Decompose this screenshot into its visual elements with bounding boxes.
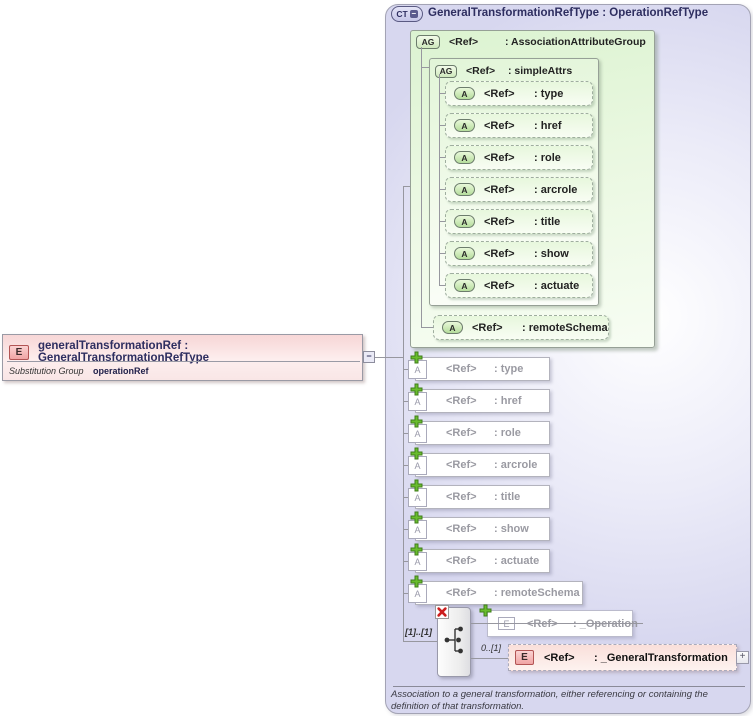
attribute-row-type[interactable] (445, 81, 593, 106)
attribute-row-actuate[interactable] (445, 273, 593, 298)
collapse-icon[interactable]: − (411, 9, 416, 18)
attribute-name: : actuate (494, 555, 540, 567)
attribute-name: : arcrole (534, 183, 578, 196)
connector-line (403, 641, 437, 642)
substitution-group-label: Substitution Group (9, 366, 84, 376)
add-icon (479, 604, 492, 617)
attribute-row-show[interactable] (415, 517, 550, 541)
attribute-icon: A (408, 520, 427, 539)
attribute-row-role[interactable] (415, 421, 550, 445)
attribute-icon: A (454, 183, 475, 196)
attribute-row-remoteschema[interactable] (415, 581, 583, 605)
collapse-toggle[interactable]: − (363, 351, 375, 363)
ref-label: <Ref> (446, 491, 477, 503)
divider (7, 361, 360, 362)
attribute-name: : type (494, 363, 524, 375)
attribute-icon: A (454, 151, 475, 164)
attribute-row-href[interactable] (415, 389, 550, 413)
ref-label: <Ref> (446, 555, 477, 567)
add-icon (410, 543, 423, 556)
element-icon: E (498, 617, 515, 630)
attribute-name: : show (494, 523, 529, 535)
add-icon (410, 575, 423, 588)
attribute-row-show[interactable] (445, 241, 593, 266)
attribute-name: : remoteSchema (494, 587, 580, 599)
attribute-row-actuate[interactable] (415, 549, 550, 573)
annotation-text: Association to a general transformation, either referencing or containing the definition of that transformation. (391, 689, 708, 712)
attribute-icon: A (408, 552, 427, 571)
ref-label: <Ref> (484, 183, 515, 196)
complex-type-title: GeneralTransformationRefType : OperationRefType (428, 7, 709, 19)
ref-label: <Ref> (449, 36, 479, 48)
attribute-name: : title (494, 491, 521, 503)
attribute-name: : show (534, 247, 569, 260)
attribute-name: : role (494, 427, 521, 439)
cardinality-label: 0..[1] (481, 643, 502, 653)
attribute-icon: A (408, 488, 427, 507)
attribute-icon: A (408, 456, 427, 475)
attribute-icon: A (408, 360, 427, 379)
connector-line (471, 658, 508, 659)
ref-label: <Ref> (446, 395, 477, 407)
add-icon (410, 511, 423, 524)
attribute-group-box[interactable] (410, 30, 655, 348)
ref-label: <Ref> (446, 459, 477, 471)
add-icon (410, 351, 423, 364)
blocked-strike-line (471, 623, 643, 624)
ref-label: <Ref> (446, 363, 477, 375)
attribute-name: : remoteSchema (522, 321, 608, 334)
simple-attrs-box[interactable] (429, 58, 599, 306)
blocked-icon (435, 605, 449, 619)
substitution-group-value[interactable]: operationRef (93, 366, 149, 376)
element-icon: E (515, 650, 534, 665)
complex-type-badge-label: CT (396, 9, 408, 19)
connector-trunk (439, 74, 440, 286)
connector-line (375, 357, 404, 358)
ref-label: <Ref> (484, 215, 515, 228)
ref-label: <Ref> (484, 151, 515, 164)
attribute-icon: A (442, 321, 463, 334)
element-box[interactable] (2, 334, 363, 381)
ref-label: <Ref> (446, 523, 477, 535)
add-icon (410, 383, 423, 396)
attribute-row-href[interactable] (445, 113, 593, 138)
add-icon (410, 479, 423, 492)
attribute-group-icon: AG (416, 35, 440, 49)
ref-label: <Ref> (544, 651, 575, 664)
ref-label: <Ref> (484, 119, 515, 132)
simple-attrs-header (435, 63, 572, 79)
attribute-icon: A (408, 584, 427, 603)
ref-label: <Ref> (527, 617, 558, 630)
attribute-icon: A (454, 119, 475, 132)
attribute-group-name: : AssociationAttributeGroup (505, 36, 646, 48)
attribute-icon: A (454, 279, 475, 292)
attribute-row-remoteschema[interactable] (433, 315, 609, 340)
attribute-row-arcrole[interactable] (445, 177, 593, 202)
add-icon (410, 447, 423, 460)
simple-attrs-name: : simpleAttrs (508, 65, 573, 77)
attribute-group-icon: AG (435, 65, 457, 78)
ref-label: <Ref> (484, 279, 515, 292)
connector-trunk (403, 186, 404, 641)
connector-line (421, 67, 429, 68)
attribute-row-arcrole[interactable] (415, 453, 550, 477)
attribute-name: : actuate (534, 279, 580, 292)
ref-label: <Ref> (472, 321, 503, 334)
ref-label: <Ref> (446, 427, 477, 439)
element-row-generaltransformation[interactable] (508, 644, 746, 671)
attribute-icon: A (408, 392, 427, 411)
attribute-row-role[interactable] (445, 145, 593, 170)
cardinality-label: [1]..[1] (405, 627, 432, 637)
attribute-name: : title (534, 215, 561, 228)
attribute-icon: A (454, 87, 475, 100)
complex-type-badge[interactable] (391, 6, 423, 22)
attribute-icon: A (454, 247, 475, 260)
annotation-divider (393, 686, 745, 687)
attribute-name: : href (494, 395, 522, 407)
choice-compositor[interactable] (437, 607, 471, 677)
expand-icon[interactable]: + (736, 651, 749, 664)
ref-label: <Ref> (466, 65, 496, 77)
connector-line (421, 327, 433, 328)
element-name: : _GeneralTransformation (594, 651, 728, 664)
element-title: generalTransformationRef : GeneralTransformationRefType (37, 340, 210, 364)
branch-icon (442, 620, 466, 665)
connector-trunk (421, 47, 422, 327)
attribute-name: : arcrole (494, 459, 538, 471)
add-icon (410, 415, 423, 428)
attribute-name: : role (534, 151, 561, 164)
attribute-name: : type (534, 87, 564, 100)
ref-label: <Ref> (484, 247, 515, 260)
attribute-row-title[interactable] (415, 485, 550, 509)
ref-label: <Ref> (446, 587, 477, 599)
attribute-icon: A (454, 215, 475, 228)
attribute-name: : href (534, 119, 562, 132)
attribute-icon: A (408, 424, 427, 443)
element-name: : _Operation (573, 617, 638, 630)
ref-label: <Ref> (484, 87, 515, 100)
attribute-group-header (416, 34, 646, 50)
attribute-row-title[interactable] (445, 209, 593, 234)
attribute-row-type[interactable] (415, 357, 550, 381)
element-icon: E (9, 345, 29, 360)
